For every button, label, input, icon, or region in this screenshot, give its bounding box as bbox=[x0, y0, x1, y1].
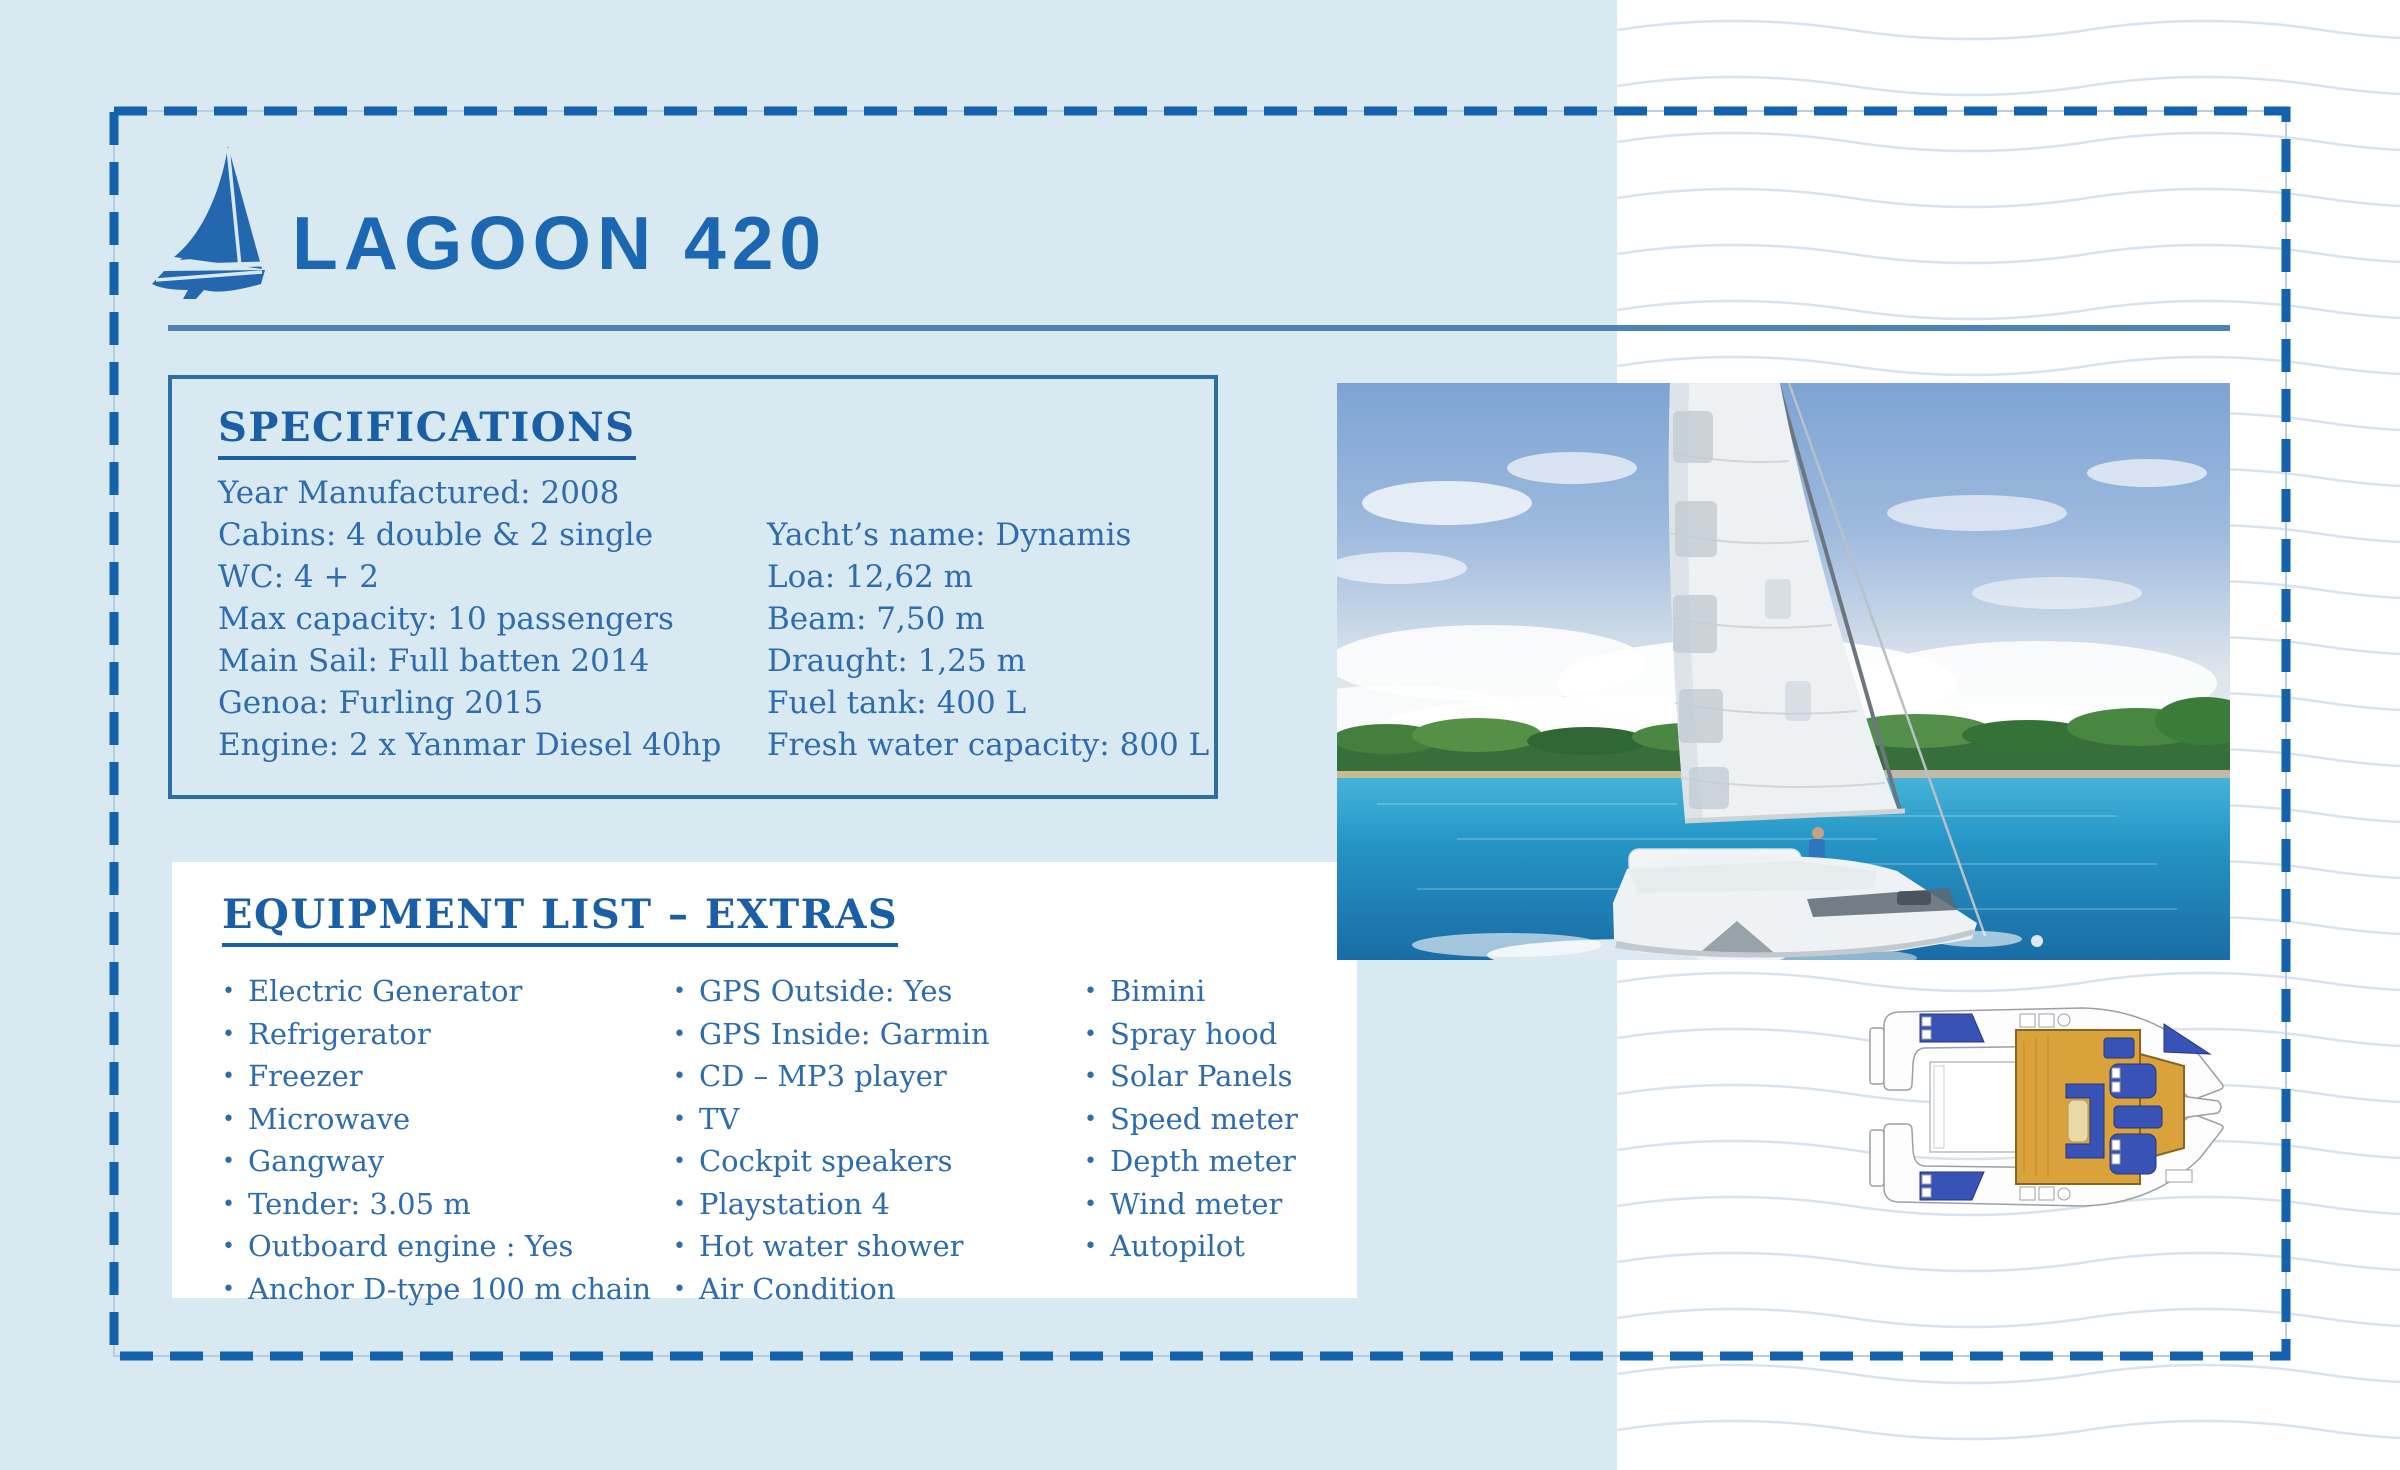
spec-max-capacity: Max capacity: 10 passengers bbox=[218, 601, 674, 637]
equip-item: • Bimini bbox=[1084, 972, 1298, 1015]
equip-item: • Microwave bbox=[222, 1100, 651, 1143]
equipment-column-1 bbox=[222, 972, 651, 1312]
equip-item: • Tender: 3.05 m bbox=[222, 1185, 651, 1228]
equip-item: • Anchor D-type 100 m chain bbox=[222, 1270, 651, 1313]
spec-fuel-tank: Fuel tank: 400 L bbox=[767, 685, 1027, 721]
equipment-heading: EQUIPMENT LIST – EXTRAS bbox=[222, 891, 898, 947]
equip-item: • Wind meter bbox=[1084, 1185, 1298, 1228]
equip-item: • TV bbox=[673, 1100, 990, 1143]
equip-item: • CD – MP3 player bbox=[673, 1057, 990, 1100]
spec-draught: Draught: 1,25 m bbox=[767, 643, 1026, 679]
spec-wc: WC: 4 + 2 bbox=[218, 559, 380, 595]
specifications-column-left bbox=[218, 472, 721, 766]
spec-yacht-name: Yacht’s name: Dynamis bbox=[767, 517, 1132, 553]
equip-item: • Refrigerator bbox=[222, 1015, 651, 1058]
equip-item: • Outboard engine : Yes bbox=[222, 1227, 651, 1270]
equip-item: • Autopilot bbox=[1084, 1227, 1298, 1270]
spec-loa: Loa: 12,62 m bbox=[767, 559, 974, 595]
spec-cabins: Cabins: 4 double & 2 single bbox=[218, 517, 654, 553]
sailboat-logo-icon bbox=[150, 143, 268, 303]
equip-item: • Gangway bbox=[222, 1142, 651, 1185]
equip-item: • GPS Outside: Yes bbox=[673, 972, 990, 1015]
equip-item: • Solar Panels bbox=[1084, 1057, 1298, 1100]
equip-item: • Cockpit speakers bbox=[673, 1142, 990, 1185]
spec-fresh-water: Fresh water capacity: 800 L bbox=[767, 727, 1210, 763]
spec-genoa: Genoa: Furling 2015 bbox=[218, 685, 544, 721]
spec-year-manufactured: Year Manufactured: 2008 bbox=[218, 475, 620, 511]
equip-item: • Speed meter bbox=[1084, 1100, 1298, 1143]
equip-item: • Air Condition bbox=[673, 1270, 990, 1313]
equip-item: • GPS Inside: Garmin bbox=[673, 1015, 990, 1058]
specifications-column-right bbox=[767, 514, 1209, 766]
catamaran-sailing-photo bbox=[1337, 383, 2230, 960]
page-title: LAGOON 420 bbox=[292, 201, 828, 285]
spec-beam: Beam: 7,50 m bbox=[767, 601, 985, 637]
equip-item: • Depth meter bbox=[1084, 1142, 1298, 1185]
equip-item: • Playstation 4 bbox=[673, 1185, 990, 1228]
specifications-heading: SPECIFICATIONS bbox=[218, 404, 636, 460]
equip-item: • Hot water shower bbox=[673, 1227, 990, 1270]
equipment-column-2 bbox=[673, 972, 990, 1312]
title-underline-rule bbox=[168, 325, 2230, 331]
spec-engine: Engine: 2 x Yanmar Diesel 40hp bbox=[218, 727, 722, 763]
catamaran-deck-plan-top-view bbox=[1868, 1002, 2224, 1212]
equipment-column-3 bbox=[1084, 972, 1298, 1270]
equip-item: • Freezer bbox=[222, 1057, 651, 1100]
equip-item: • Spray hood bbox=[1084, 1015, 1298, 1058]
equip-item: • Electric Generator bbox=[222, 972, 651, 1015]
spec-main-sail: Main Sail: Full batten 2014 bbox=[218, 643, 650, 679]
